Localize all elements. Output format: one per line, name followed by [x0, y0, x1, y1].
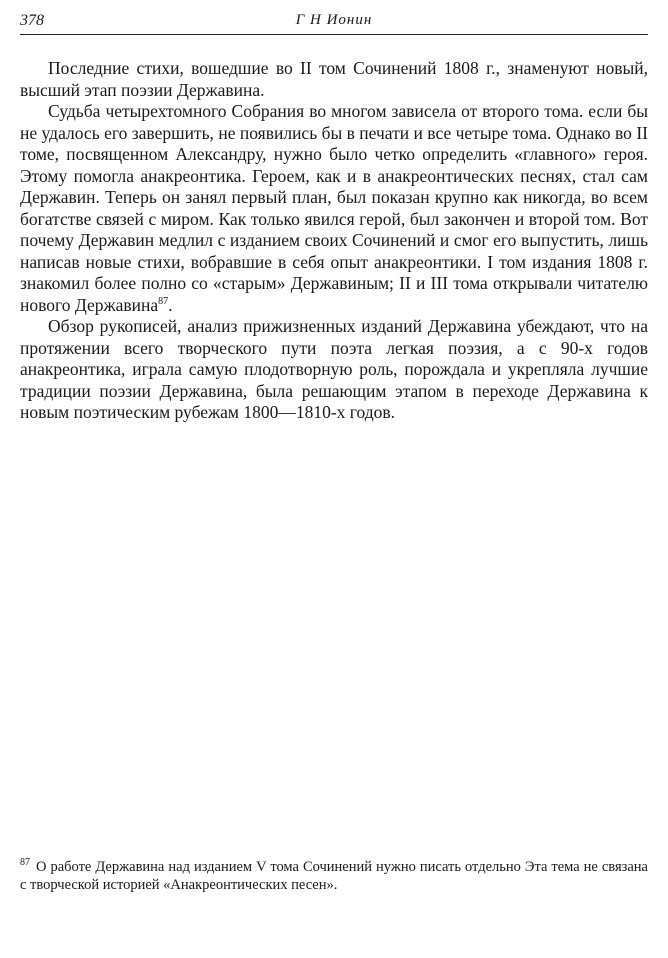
- paragraph-text: Судьба четырехтомного Собрания во многом зависела от второго тома. если бы не удалось его завершить, не появились бы в печати и все четыре тома. Однако во II томе, посвященном Александру, нужно было четко определить «главного» героя. Этому помогла анакреонтика. Героем, как и в анакреонтических песнях, стал сам Державин. Теперь он занял первый план, был показан крупно как никогда, во всем богатстве связей с миром. Как только явился герой, был закончен и второй том. Вот почему Державин медлил с изданием своих Сочинений и смог его выпустить, лишь написав новые стихи, вобравшие в себя опыт анакреонтики. I том издания 1808 г. знакомил более полно со «старым» Державиным; II и III тома открывали читателю нового Державина: [20, 101, 648, 315]
- page-number: 378: [20, 12, 44, 29]
- paragraph-text-end: .: [168, 294, 173, 315]
- footnote-number: 87: [20, 857, 30, 869]
- header-rule: [20, 34, 648, 35]
- footnote-text: О работе Державина над изданием V тома Сочинений нужно писать отдельно Эта тема не связана с творческой историей «Анакреонтических песен».: [20, 859, 648, 893]
- paragraph: [20, 58, 648, 101]
- footnote-reference[interactable]: 87: [158, 295, 169, 307]
- paragraph: [20, 101, 648, 316]
- footnote-paragraph: [20, 858, 648, 894]
- running-head-author: Г Н Ионин: [295, 12, 373, 28]
- paragraph-text: Последние стихи, вошедшие во II том Сочинений 1808 г., знаменуют новый, высший этап поэзии Державина.: [20, 58, 648, 100]
- main-text: [20, 58, 648, 424]
- footnote: [20, 858, 648, 894]
- running-header: [20, 10, 648, 36]
- paragraph: [20, 316, 648, 424]
- paragraph-text: Обзор рукописей, анализ прижизненных изданий Державина убеждают, что на протяжении всего творческого пути поэта легкая поэзия, а с 90-х годов анакреонтика, играла самую плодотворную роль, порождала и укрепляла лучшие традиции поэзии Державина, была решающим этапом в переходе Державина к новым поэтическим рубежам 1800—1810-х годов.: [20, 316, 648, 422]
